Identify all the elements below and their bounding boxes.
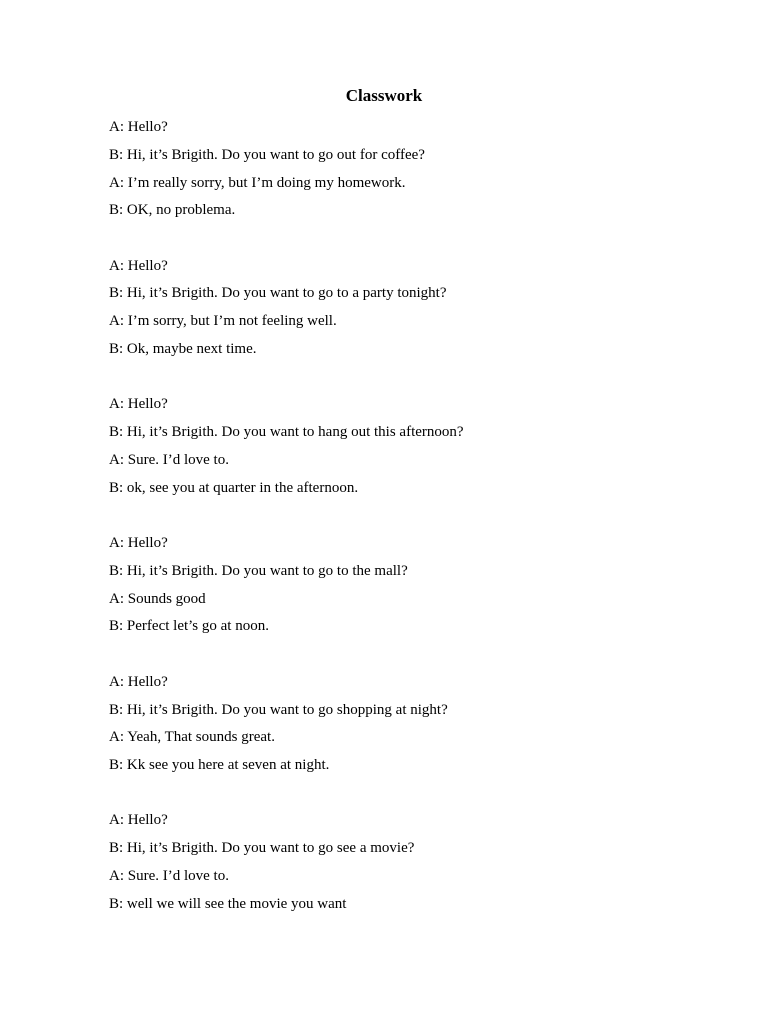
dialogue-line: B: Kk see you here at seven at night. bbox=[109, 757, 330, 774]
dialogue-line: B: Hi, it’s Brigith. Do you want to go see a movie? bbox=[109, 840, 415, 857]
dialogue-3 bbox=[109, 391, 709, 502]
dialogue-line: A: Hello? bbox=[109, 396, 168, 413]
dialogue-line: A: Sure. I’d love to. bbox=[109, 451, 229, 468]
dialogue-1 bbox=[109, 114, 709, 225]
dialogue-list bbox=[109, 114, 709, 946]
dialogue-line: A: Hello? bbox=[109, 535, 168, 552]
dialogue-line: A: Hello? bbox=[109, 119, 168, 135]
dialogue-line: A: Hello? bbox=[109, 257, 168, 274]
dialogue-line: B: Perfect let’s go at noon. bbox=[109, 618, 269, 635]
dialogue-line: B: Hi, it’s Brigith. Do you want to go shopping at night? bbox=[109, 701, 448, 718]
dialogue-2 bbox=[109, 253, 709, 364]
dialogue-line: B: well we will see the movie you want bbox=[109, 895, 347, 912]
dialogue-line: A: Hello? bbox=[109, 673, 168, 690]
document-title: Classwork bbox=[345, 86, 423, 105]
dialogue-line: B: Ok, maybe next time. bbox=[109, 341, 257, 358]
dialogue-line: A: Yeah, That sounds great. bbox=[109, 729, 275, 746]
dialogue-line: A: I’m really sorry, but I’m doing my homework. bbox=[109, 174, 406, 191]
dialogue-line: B: Hi, it’s Brigith. Do you want to hang out this afternoon? bbox=[109, 424, 464, 441]
dialogue-line: A: Sure. I’d love to. bbox=[109, 868, 229, 885]
dialogue-line: A: Hello? bbox=[109, 812, 168, 829]
dialogue-line: B: Hi, it’s Brigith. Do you want to go to a party tonight? bbox=[109, 285, 447, 302]
dialogue-line: A: Sounds good bbox=[109, 590, 206, 607]
dialogue-line: A: I’m sorry, but I’m not feeling well. bbox=[109, 313, 337, 330]
dialogue-line: B: Hi, it’s Brigith. Do you want to go out for coffee? bbox=[109, 146, 425, 163]
dialogue-line: B: OK, no problema. bbox=[109, 202, 236, 219]
dialogue-4 bbox=[109, 530, 709, 641]
dialogue-line: B: Hi, it’s Brigith. Do you want to go to the mall? bbox=[109, 562, 408, 579]
dialogue-line: B: ok, see you at quarter in the afternoon. bbox=[109, 479, 359, 496]
dialogue-6 bbox=[109, 807, 709, 918]
dialogue-5 bbox=[109, 669, 709, 780]
